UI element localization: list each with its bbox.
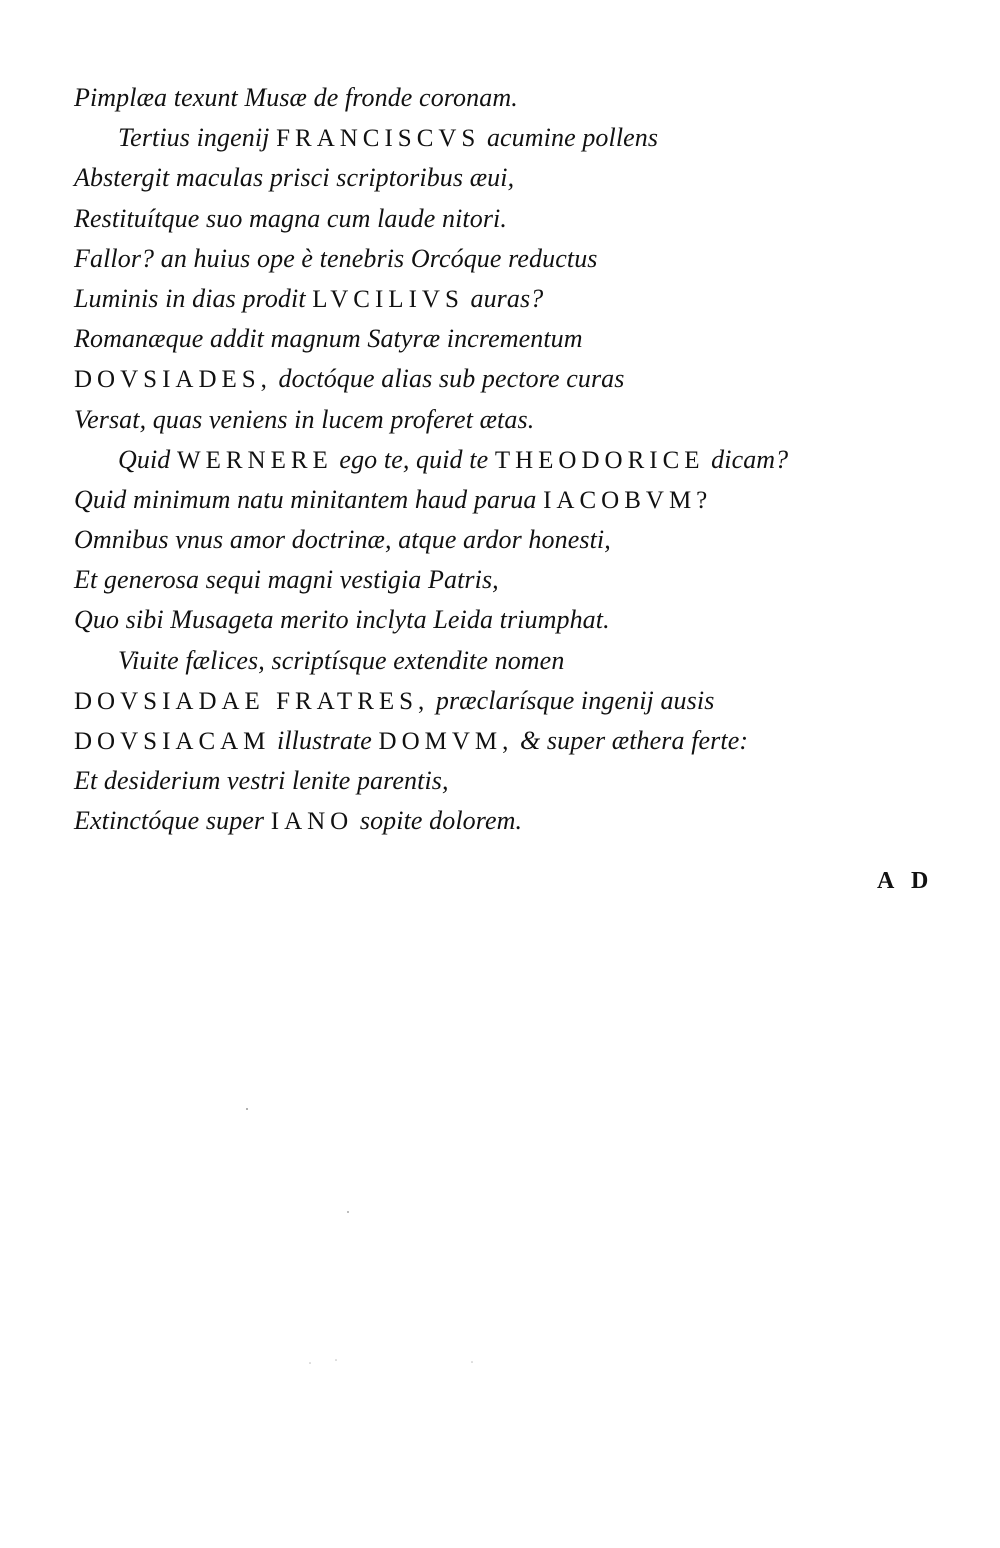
verse-text: Et desiderium vestri lenite parentis, bbox=[74, 766, 449, 796]
verse-text: illustrate bbox=[270, 726, 379, 755]
proper-name-caps: IANO bbox=[270, 808, 354, 836]
verse-text: auras? bbox=[463, 283, 544, 313]
proper-name-caps: IACOBVM? bbox=[543, 486, 713, 514]
proper-name-caps: LVCILIVS bbox=[312, 285, 464, 313]
verse-text: Viuite fælices, scriptísque extendite nomen bbox=[118, 645, 565, 675]
verse-text: Extinctóque super bbox=[74, 806, 271, 836]
verse-text: Quid minimum natu minitantem haud parua bbox=[74, 484, 544, 514]
verse-text: Et generosa sequi magni vestigia Patris, bbox=[74, 565, 499, 595]
verse-text: Romanæque addit magnum Satyræ incrementum bbox=[74, 324, 583, 354]
verse-text: ego te, quid te bbox=[332, 444, 495, 474]
verse-text: Tertius ingenij bbox=[118, 123, 277, 153]
verse-text: Quid bbox=[118, 444, 177, 474]
proper-name-caps: DOMVM, bbox=[378, 728, 514, 755]
verse-text: Versat, quas veniens in lucem proferet ætas. bbox=[74, 404, 535, 434]
verse-text: sopite dolorem. bbox=[353, 806, 523, 836]
verse-text: Restituítque suo magna cum laude nitori. bbox=[74, 203, 507, 233]
proper-name-caps: DOVSIADES, bbox=[74, 366, 272, 394]
verse-text: doctóque alias sub pectore curas bbox=[271, 364, 625, 394]
verse-text: præclarísque ingenij ausis bbox=[429, 685, 715, 715]
proper-name-caps: FRANCISCVS bbox=[276, 125, 481, 153]
verse-text: Abstergit maculas prisci scriptoribus æui, bbox=[74, 163, 515, 193]
proper-name-caps: DOVSIADAE FRATRES, bbox=[74, 687, 430, 715]
verse-text: Omnibus vnus amor doctrinæ, atque ardor honesti, bbox=[74, 525, 611, 555]
proper-name-caps: DOVSIACAM bbox=[74, 728, 271, 755]
verse-text: dicam? bbox=[704, 444, 789, 474]
verse-text: & super æthera ferte: bbox=[513, 726, 749, 755]
proper-name-caps: WERNERE bbox=[177, 446, 333, 474]
catchword: A D bbox=[877, 868, 935, 894]
verse-text: Quo sibi Musageta merito inclyta Leida triumphat. bbox=[74, 605, 610, 635]
proper-name-caps: THEODORICE bbox=[494, 446, 705, 474]
verse-text: Fallor? an huius ope è tenebris Orcóque reductus bbox=[74, 243, 598, 273]
verse-text: acumine pollens bbox=[480, 123, 659, 153]
verse-text: Pimplæa texunt Musæ de fronde coronam. bbox=[74, 83, 518, 112]
verse-text: Luminis in dias prodit bbox=[74, 283, 313, 313]
